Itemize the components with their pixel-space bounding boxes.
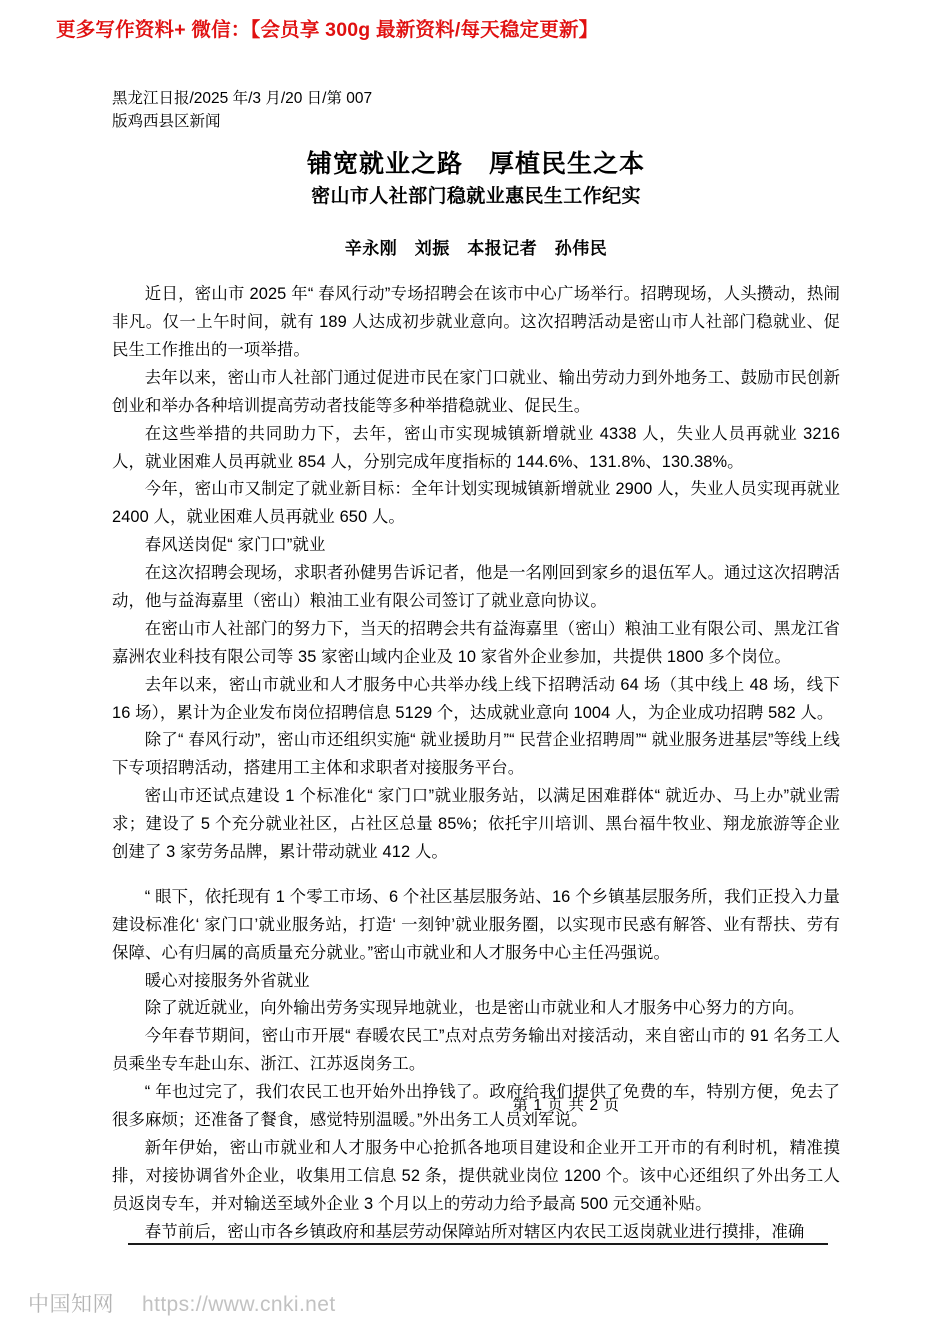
article-quote-paragraph: “ 眼下，依托现有 1 个零工市场、6 个社区基层服务站、16 个乡镇基层服务所，我们正投入力量建设标准化‘ 家门口’就业服务站，打造‘ 一刻钟’就业服务圈，以实现市民惑有解答、业有帮扶、劳有保障、心有归属的高质量充分就业。”密山市就业和人才服务中心主任冯强说。 (112, 887, 840, 962)
article-headline: 铺宽就业之路 厚植民生之本 (306, 149, 645, 178)
article-container (112, 88, 840, 1247)
cnki-url: https://www.cnki.net (142, 1293, 336, 1316)
masthead-line-1: 黑龙江日报/2025 年/3 月/20 日/第 007 (112, 90, 373, 107)
article-paragraph: 在密山市人社部门的努力下，当天的招聘会共有益海嘉里（密山）粮油工业有限公司、黑龙江省嘉洲农业科技有限公司等 35 家密山域内企业及 10 家省外企业参加，共提供 1800 多个岗位。 (112, 619, 840, 666)
article-subhead-inline: 暖心对接服务外省就业 (144, 971, 310, 990)
article-paragraph: 在这些举措的共同助力下，去年，密山市实现城镇新增就业 4338 人，失业人员再就业 3216 人，就业困难人员再就业 854 人，分别完成年度指标的 144.6%、131.8%、130.38%。 (112, 424, 840, 471)
article-paragraph: 今年，密山市又制定了就业新目标：全年计划实现城镇新增就业 2900 人，失业人员实现再就业 2400 人，就业困难人员再就业 650 人。 (112, 480, 840, 527)
masthead-line-2: 版鸡西县区新闻 (112, 112, 221, 130)
cnki-logo-icon: 中国知网 (28, 1293, 114, 1316)
article-paragraph: 去年以来，密山市就业和人才服务中心共举办线上线下招聘活动 64 场（其中线上 48 场，线下 16 场），累计为企业发布岗位招聘信息 5129 个，达成就业意向 1004 人，为企业成功招聘 582 人。 (112, 675, 840, 722)
article-subheadline: 密山市人社部门稳就业惠民生工作纪实 (311, 185, 641, 207)
article-paragraph: 去年以来，密山市人社部门通过促进市民在家门口就业、输出劳动力到外地务工、鼓励市民创新创业和举办各种培训提高劳动者技能等多种举措稳就业、促民生。 (112, 368, 840, 415)
cnki-watermark (28, 1288, 336, 1318)
article-paragraph: 今年春节期间，密山市开展“ 春暖农民工”点对点劳务输出对接活动，来自密山市的 91 名务工人员乘坐专车赴山东、浙江、江苏返岗务工。 (112, 1027, 840, 1074)
article-paragraph: 春节前后，密山市各乡镇政府和基层劳动保障站所对辖区内农民工返岗就业进行摸排，准确 (144, 1222, 805, 1241)
article-subhead-inline: 春风送岗促“ 家门口”就业 (144, 536, 326, 555)
article-byline: 辛永刚 刘振 本报记者 孙伟民 (344, 239, 608, 259)
promo-banner: 更多写作资料+ 微信：【会员享 300g 最新资料/每天稳定更新】 (56, 19, 599, 41)
article-paragraph: 在这次招聘会现场，求职者孙健男告诉记者，他是一名刚回到家乡的退伍军人。通过这次招聘活动，他与益海嘉里（密山）粮油工业有限公司签订了就业意向协议。 (112, 564, 840, 611)
article-paragraph: 近日，密山市 2025 年“ 春风行动”专场招聘会在该市中心广场举行。招聘现场，人头攒动，热闹非凡。仅一上午时间，就有 189 人达成初步就业意向。这次招聘活动是密山市人社部门稳就业、促民生工作推出的一项举措。 (112, 285, 840, 359)
masthead (112, 88, 840, 134)
footer-divider (128, 1243, 828, 1245)
page-footer (112, 1093, 840, 1115)
article-paragraph: 新年伊始，密山市就业和人才服务中心抢抓各地项目建设和企业开工开市的有利时机，精准摸排，对接协调省外企业，收集用工信息 52 条，提供就业岗位 1200 个。该中心还组织了外出务工人员返岗专车，并对输送至域外企业 3 个月以上的劳动力给予最高 500 元交通补贴。 (112, 1138, 840, 1213)
article-paragraph: 除了就近就业，向外输出劳务实现异地就业，也是密山市就业和人才服务中心努力的方向。 (144, 999, 805, 1018)
article-paragraph: 除了“ 春风行动”，密山市还组织实施“ 就业援助月”“ 民营企业招聘周”“ 就业服务进基层”等线上线下专项招聘活动，搭建用工主体和求职者对接服务平台。 (112, 731, 840, 778)
page-indicator: 第 1 页 共 2 页 (512, 1097, 620, 1114)
article-paragraph: 密山市还试点建设 1 个标准化“ 家门口”就业服务站，以满足困难群体“ 就近办、马上办”就业需求；建设了 5 个充分就业社区，占社区总量 85%；依托宇川培训、黑台福牛牧业、翔龙旅游等企业创建了 3 家劳务品牌，累计带动就业 412 人。 (112, 787, 840, 862)
article-quote-paragraph: “ 年也过完了，我们农民工也开始外出挣钱了。政府给我们提供了免费的车，特别方便，免去了很多麻烦；还准备了餐食，感觉特别温暖。”外出务工人员刘军说。 (112, 1083, 840, 1130)
